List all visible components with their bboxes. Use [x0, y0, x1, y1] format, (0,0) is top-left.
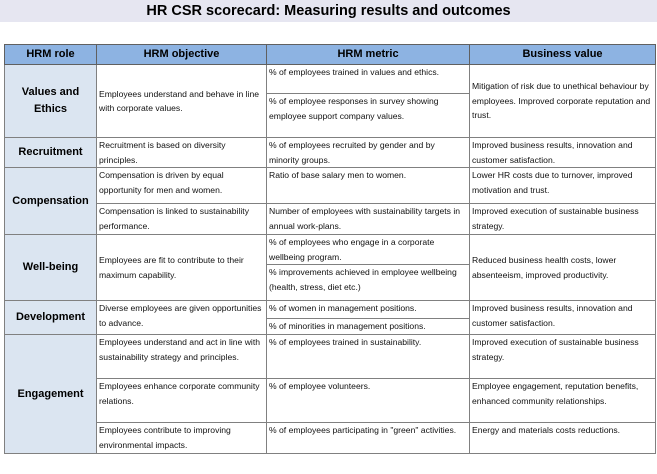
business-value-cell: Improved execution of sustainable business strategy. — [470, 335, 656, 379]
metric-cell: Number of employees with sustainability targets in annual work-plans. — [267, 204, 470, 235]
metric-cell: % of employees participating in "green" activities. — [267, 423, 470, 454]
objective-cell: Compensation is linked to sustainability performance. — [97, 204, 267, 235]
business-value-cell: Improved execution of sustainable business strategy. — [470, 204, 656, 235]
scorecard-table — [4, 44, 656, 454]
business-value-cell: Energy and materials costs reductions. — [470, 423, 656, 454]
table-row — [5, 204, 656, 235]
objective-cell: Compensation is driven by equal opportunity for men and women. — [97, 168, 267, 204]
metric-cell: % improvements achieved in employee wellbeing (health, stress, diet etc.) — [267, 265, 470, 301]
table-row — [5, 168, 656, 204]
objective-cell: Employees understand and act in line with sustainability strategy and principles. — [97, 335, 267, 379]
objective-cell: Recruitment is based on diversity principles. — [97, 138, 267, 168]
metric-cell: % of employees trained in values and ethics. — [267, 65, 470, 94]
column-header-hrm-metric: HRM metric — [267, 45, 470, 65]
role-compensation: Compensation — [5, 168, 97, 235]
objective-cell: Employees contribute to improving environmental impacts. — [97, 423, 267, 454]
table-row — [5, 138, 656, 168]
objective-cell: Employees are fit to contribute to their maximum capability. — [97, 235, 267, 301]
metric-cell: % of employees trained in sustainability. — [267, 335, 470, 379]
role-engagement: Engagement — [5, 335, 97, 454]
column-header-business-value: Business value — [470, 45, 656, 65]
objective-cell: Employees enhance corporate community relations. — [97, 379, 267, 423]
table-row — [5, 301, 656, 319]
business-value-cell: Improved business results, innovation and customer satisfaction. — [470, 301, 656, 335]
business-value-cell: Employee engagement, reputation benefits, enhanced community relationships. — [470, 379, 656, 423]
table-row — [5, 423, 656, 454]
role-values-and-ethics: Values and Ethics — [5, 65, 97, 138]
role-recruitment: Recruitment — [5, 138, 97, 168]
metric-cell: % of women in management positions. — [267, 301, 470, 319]
metric-cell: % of minorities in management positions. — [267, 319, 470, 335]
column-header-hrm-role: HRM role — [5, 45, 97, 65]
table-row — [5, 235, 656, 265]
business-value-cell: Lower HR costs due to turnover, improved motivation and trust. — [470, 168, 656, 204]
page-title: HR CSR scorecard: Measuring results and outcomes — [0, 0, 657, 22]
table-row — [5, 379, 656, 423]
header-row — [5, 45, 656, 65]
table-row — [5, 335, 656, 379]
column-header-hrm-objective: HRM objective — [97, 45, 267, 65]
metric-cell: % of employee volunteers. — [267, 379, 470, 423]
table-row — [5, 65, 656, 94]
business-value-cell: Improved business results, innovation and customer satisfaction. — [470, 138, 656, 168]
metric-cell: % of employee responses in survey showing employee support company values. — [267, 94, 470, 138]
business-value-cell: Reduced business health costs, lower absenteeism, improved productivity. — [470, 235, 656, 301]
role-well-being: Well-being — [5, 235, 97, 301]
role-development: Development — [5, 301, 97, 335]
metric-cell: % of employees who engage in a corporate wellbeing program. — [267, 235, 470, 265]
metric-cell: Ratio of base salary men to women. — [267, 168, 470, 204]
objective-cell: Employees understand and behave in line with corporate values. — [97, 65, 267, 138]
metric-cell: % of employees recruited by gender and by minority groups. — [267, 138, 470, 168]
objective-cell: Diverse employees are given opportunities to advance. — [97, 301, 267, 335]
business-value-cell: Mitigation of risk due to unethical behaviour by employees. Improved corporate reputation and trust. — [470, 65, 656, 138]
